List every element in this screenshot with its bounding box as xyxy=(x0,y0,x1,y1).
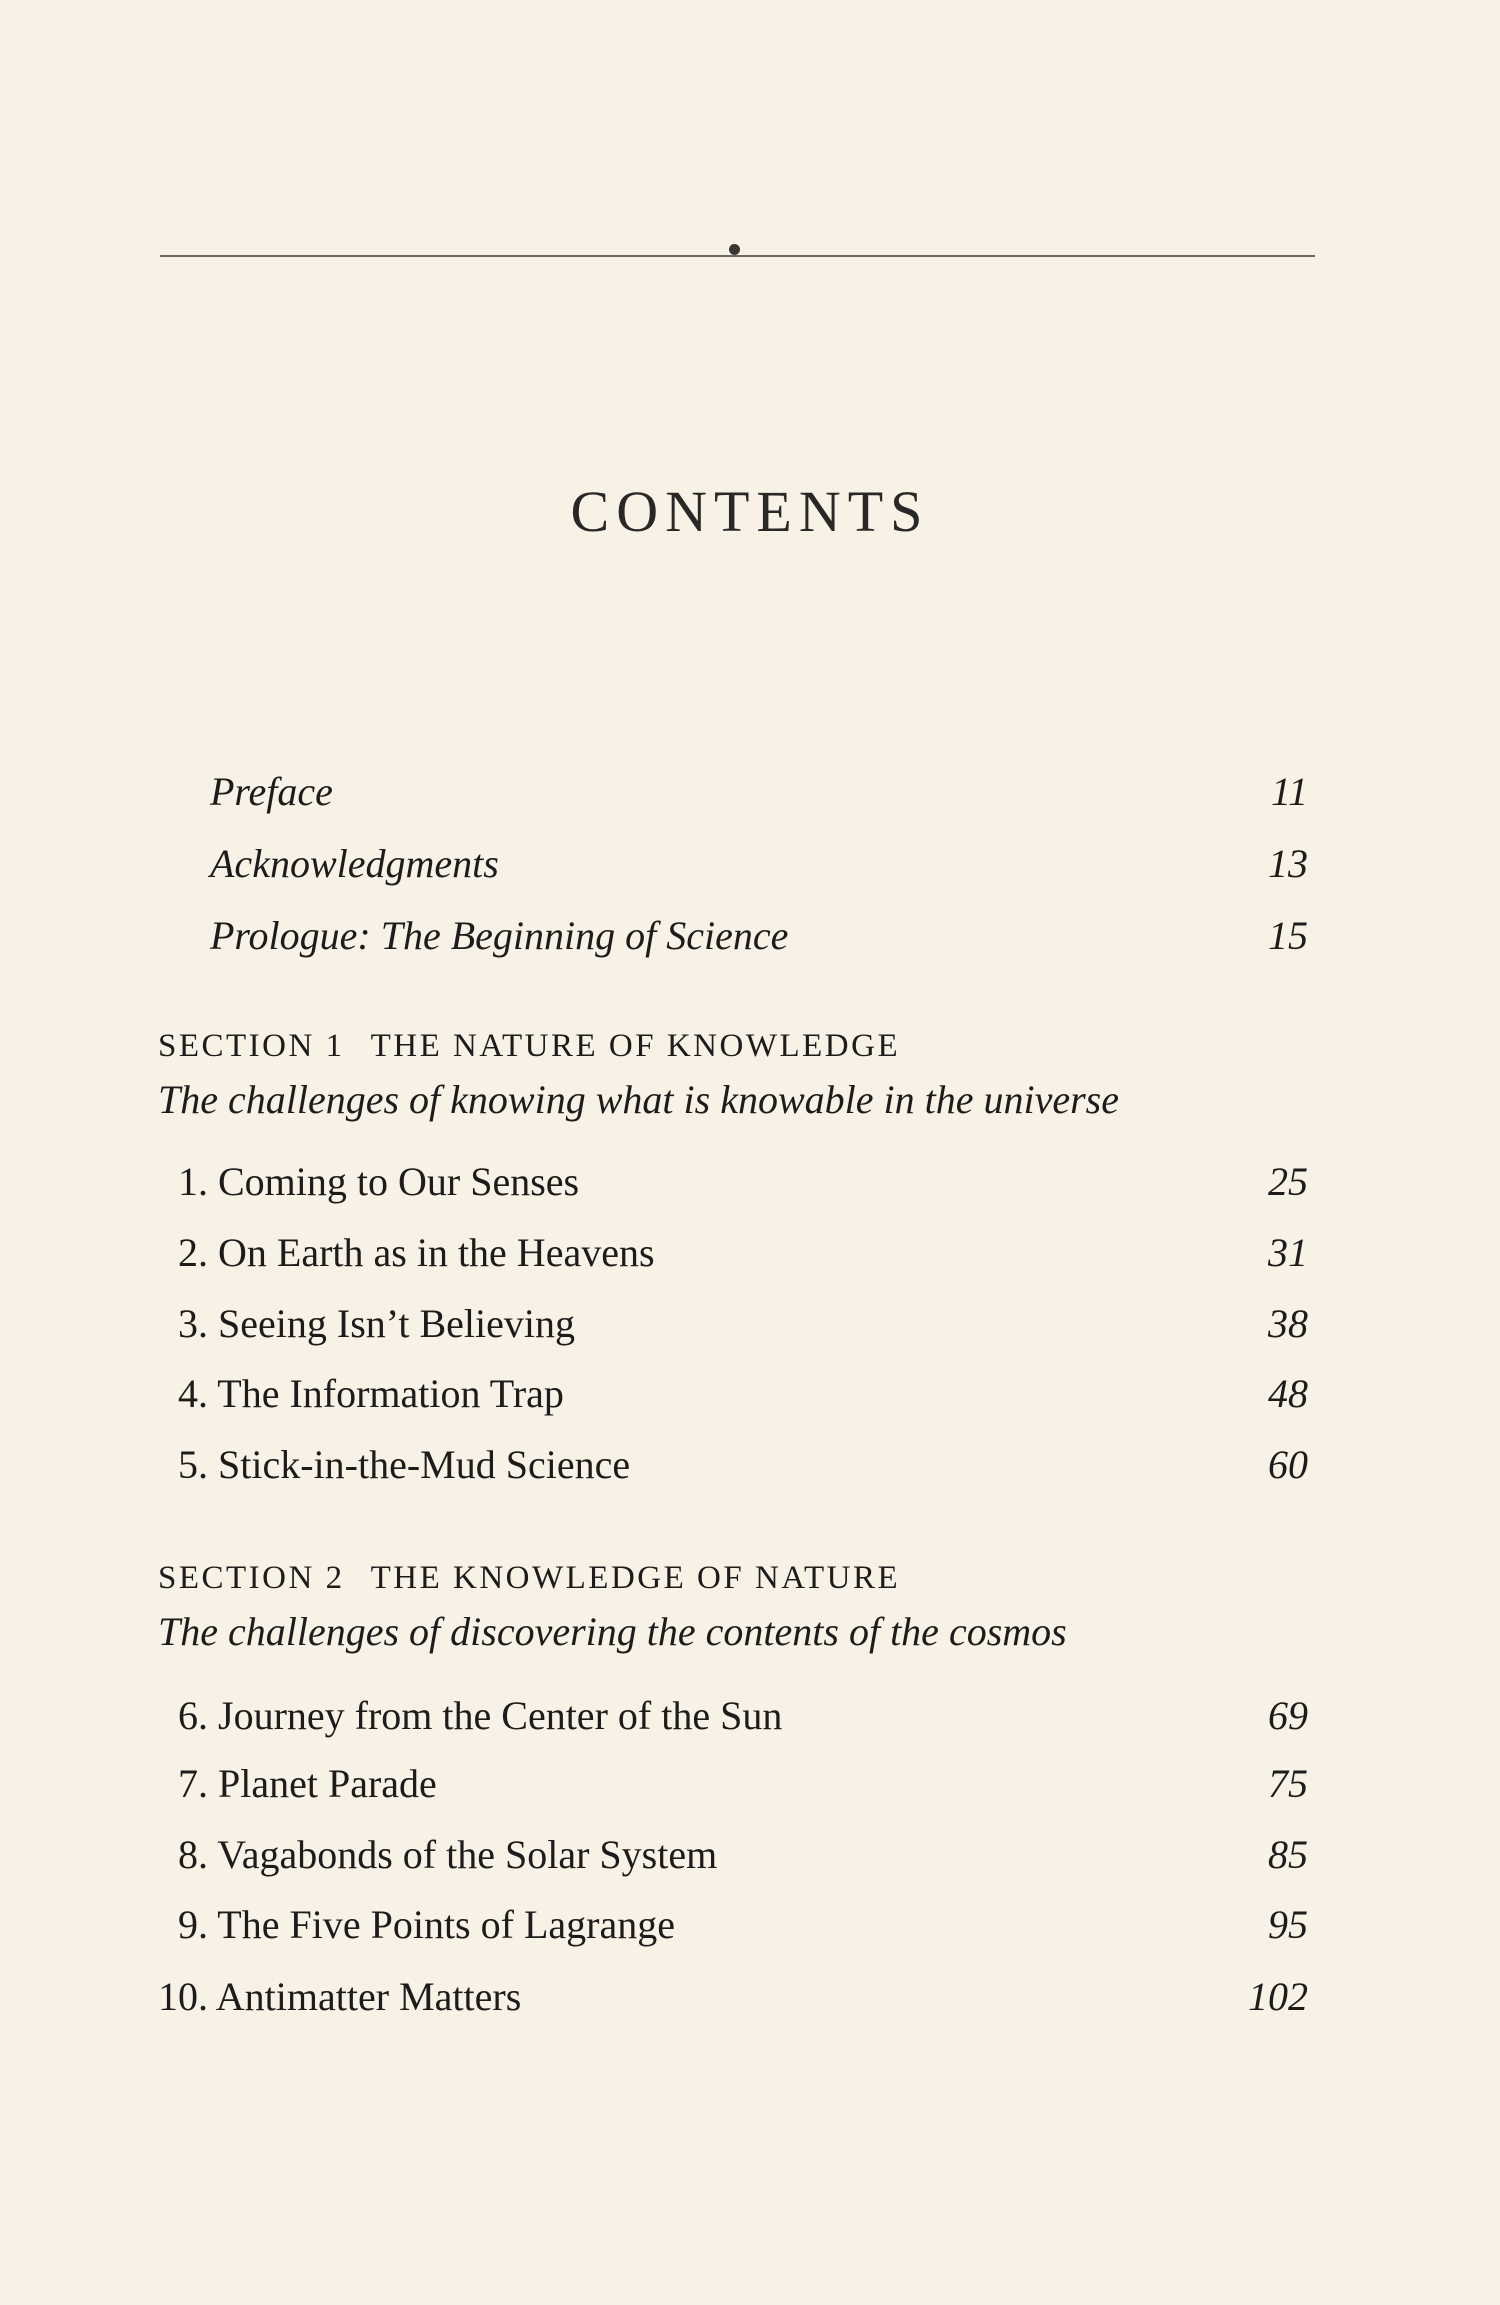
entry-page: 102 xyxy=(1248,1974,1308,2019)
toc-entry-chapter xyxy=(0,1825,1500,1885)
entry-label: 8. Vagabonds of the Solar System xyxy=(178,1832,718,1877)
entry-label: Preface xyxy=(210,769,333,814)
section-number: SECTION 2 xyxy=(158,1560,345,1596)
toc-entry-prologue xyxy=(0,906,1500,966)
toc-entry-acknowledgments xyxy=(0,834,1500,894)
toc-entry-chapter xyxy=(0,1364,1500,1424)
section-name: THE KNOWLEDGE OF NATURE xyxy=(370,1560,901,1596)
entry-label: Prologue: The Beginning of Science xyxy=(210,913,789,958)
entry-label: 10. Antimatter Matters xyxy=(158,1974,522,2019)
section-heading xyxy=(158,1024,900,1068)
toc-entry-chapter xyxy=(0,1967,1500,2027)
section-name: THE NATURE OF KNOWLEDGE xyxy=(370,1028,901,1064)
section-subtitle: The challenges of knowing what is knowable in the universe xyxy=(158,1077,1119,1122)
ornament-dot-icon xyxy=(729,244,740,255)
entry-page: 15 xyxy=(1268,913,1308,958)
entry-page: 69 xyxy=(1268,1693,1308,1738)
entry-label: 4. The Information Trap xyxy=(178,1371,564,1416)
entry-page: 95 xyxy=(1268,1902,1308,1947)
toc-entry-chapter xyxy=(0,1754,1500,1814)
entry-label: 5. Stick-in-the-Mud Science xyxy=(178,1442,631,1487)
entry-label: 2. On Earth as in the Heavens xyxy=(178,1230,655,1275)
toc-entry-chapter xyxy=(0,1223,1500,1283)
entry-page: 48 xyxy=(1268,1371,1308,1416)
page-title: CONTENTS xyxy=(570,479,930,544)
section-heading xyxy=(158,1556,900,1600)
toc-entry-chapter xyxy=(0,1152,1500,1212)
header-rule xyxy=(160,255,1315,257)
entry-label: 1. Coming to Our Senses xyxy=(178,1159,580,1204)
toc-entry-chapter xyxy=(0,1435,1500,1495)
entry-label: 9. The Five Points of Lagrange xyxy=(178,1902,675,1947)
toc-entry-preface xyxy=(0,762,1500,822)
entry-page: 75 xyxy=(1268,1761,1308,1806)
entry-page: 13 xyxy=(1268,841,1308,886)
entry-page: 38 xyxy=(1268,1301,1308,1346)
section-number: SECTION 1 xyxy=(158,1028,345,1064)
entry-page: 25 xyxy=(1268,1159,1308,1204)
entry-label: 7. Planet Parade xyxy=(178,1761,437,1806)
entry-page: 11 xyxy=(1270,769,1308,814)
entry-page: 60 xyxy=(1268,1442,1308,1487)
entry-label: 6. Journey from the Center of the Sun xyxy=(178,1693,783,1738)
toc-entry-chapter xyxy=(0,1895,1500,1955)
entry-page: 31 xyxy=(1268,1230,1308,1275)
toc-entry-chapter xyxy=(0,1294,1500,1354)
entry-label: Acknowledgments xyxy=(210,841,499,886)
toc-entry-chapter xyxy=(0,1686,1500,1746)
section-subtitle: The challenges of discovering the contents of the cosmos xyxy=(158,1609,1067,1654)
entry-page: 85 xyxy=(1268,1832,1308,1877)
entry-label: 3. Seeing Isn’t Believing xyxy=(178,1301,575,1346)
